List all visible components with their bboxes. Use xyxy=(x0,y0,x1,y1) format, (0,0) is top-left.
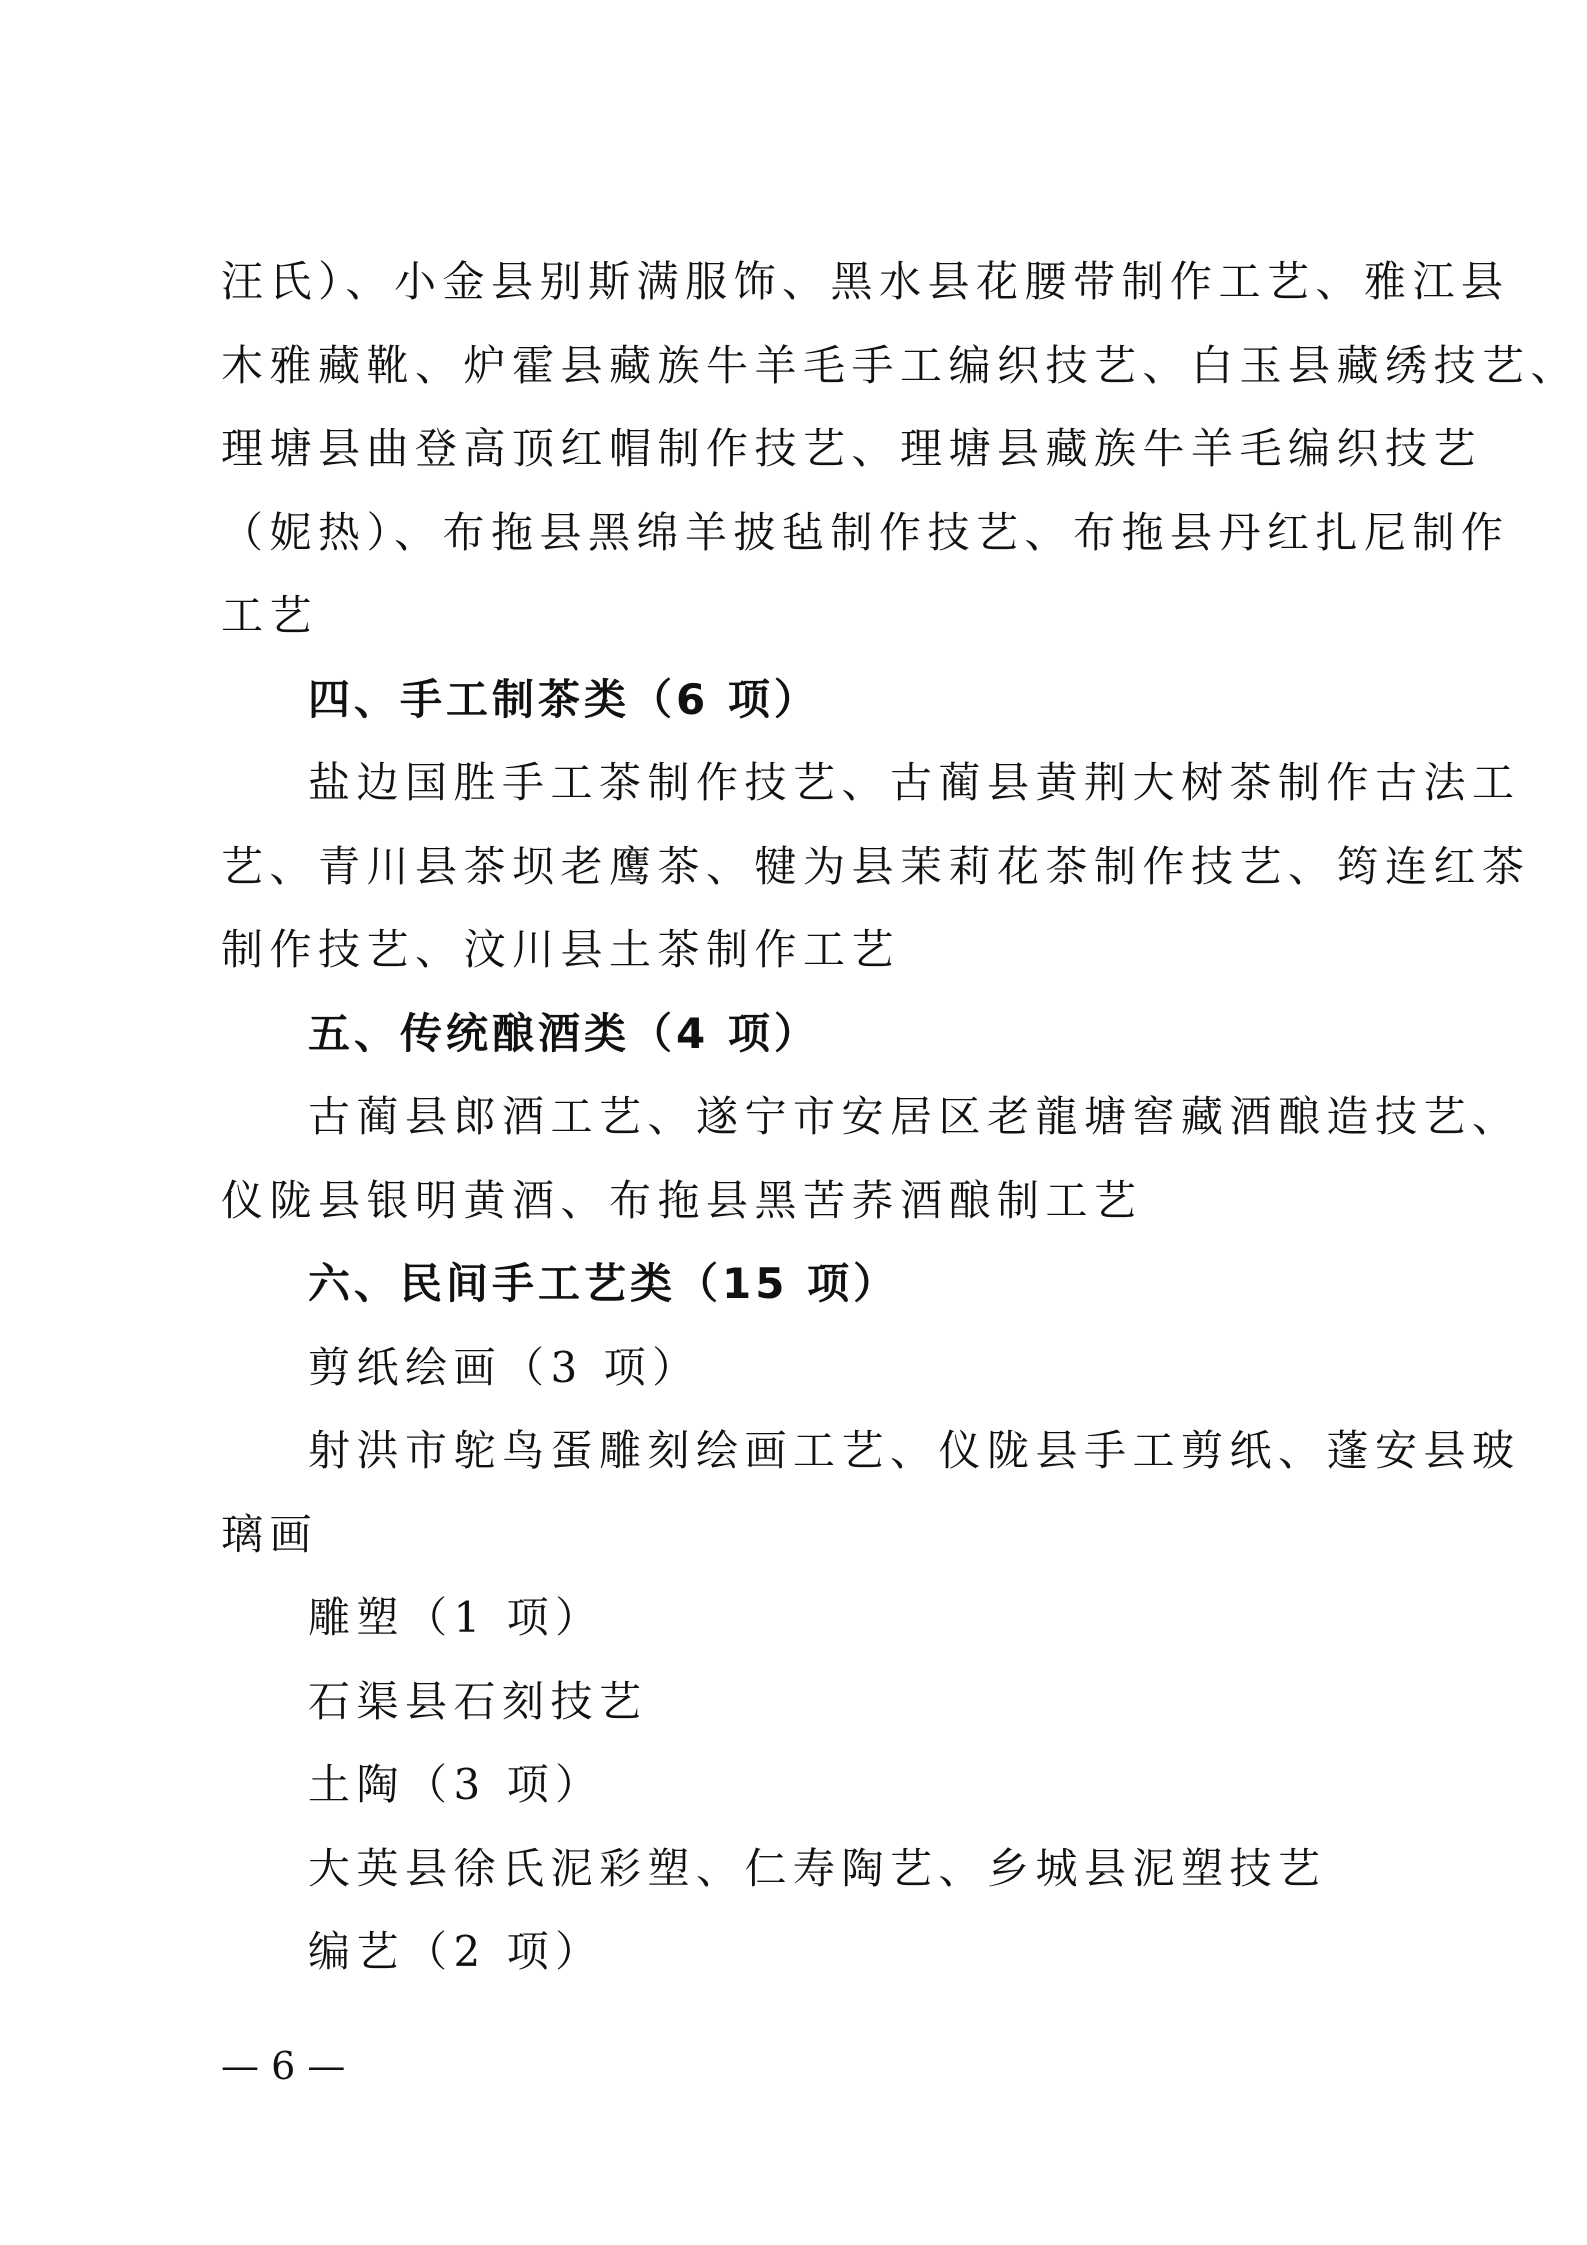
text-line: 大英县徐氏泥彩塑、仁寿陶艺、乡城县泥塑技艺 xyxy=(308,1843,1327,1893)
text-line: 汪氏）、小金县别斯满服饰、黑水县花腰带制作工艺、雅江县 xyxy=(221,257,1510,306)
text-line: 艺、青川县茶坝老鹰茶、犍为县茉莉花茶制作技艺、筠连红茶 xyxy=(221,841,1531,891)
text-line: 编艺（2 项） xyxy=(308,1927,604,1976)
text-line: 木雅藏靴、炉霍县藏族牛羊毛手工编织技艺、白玉县藏绣技艺、 xyxy=(221,340,1580,390)
text-line: 古蔺县郎酒工艺、遂宁市安居区老龍塘窖藏酒酿造技艺、 xyxy=(308,1092,1521,1141)
section-heading: 四、手工制茶类（6 项） xyxy=(308,674,820,724)
page-number: — 6 — xyxy=(221,2044,346,2088)
text-line: 石渠县石刻技艺 xyxy=(308,1676,648,1726)
section-heading: 六、民间手工艺类（15 项） xyxy=(308,1259,900,1308)
section-heading: 五、传统酿酒类（4 项） xyxy=(308,1008,820,1058)
text-line: 雕塑（1 项） xyxy=(308,1593,604,1642)
document-body xyxy=(221,240,1580,1994)
text-line: 制作技艺、汶川县土茶制作工艺 xyxy=(221,925,901,974)
text-line: 理塘县曲登高顶红帽制作技艺、理塘县藏族牛羊毛编织技艺 xyxy=(221,424,1483,473)
text-line: 盐边国胜手工茶制作技艺、古蔺县黄荆大树茶制作古法工 xyxy=(308,758,1521,807)
text-line: （妮热）、布拖县黑绵羊披毡制作技艺、布拖县丹红扎尼制作 xyxy=(221,507,1510,557)
text-line: 土陶（3 项） xyxy=(308,1760,604,1809)
text-line: 射洪市鸵鸟蛋雕刻绘画工艺、仪陇县手工剪纸、蓬安县玻 xyxy=(308,1426,1521,1475)
text-line: 剪纸绘画（3 项） xyxy=(308,1342,701,1392)
text-line: 仪陇县银明黄酒、布拖县黑苦荞酒酿制工艺 xyxy=(221,1175,1143,1225)
text-line: 璃画 xyxy=(221,1509,319,1559)
text-line: 工艺 xyxy=(221,591,319,640)
